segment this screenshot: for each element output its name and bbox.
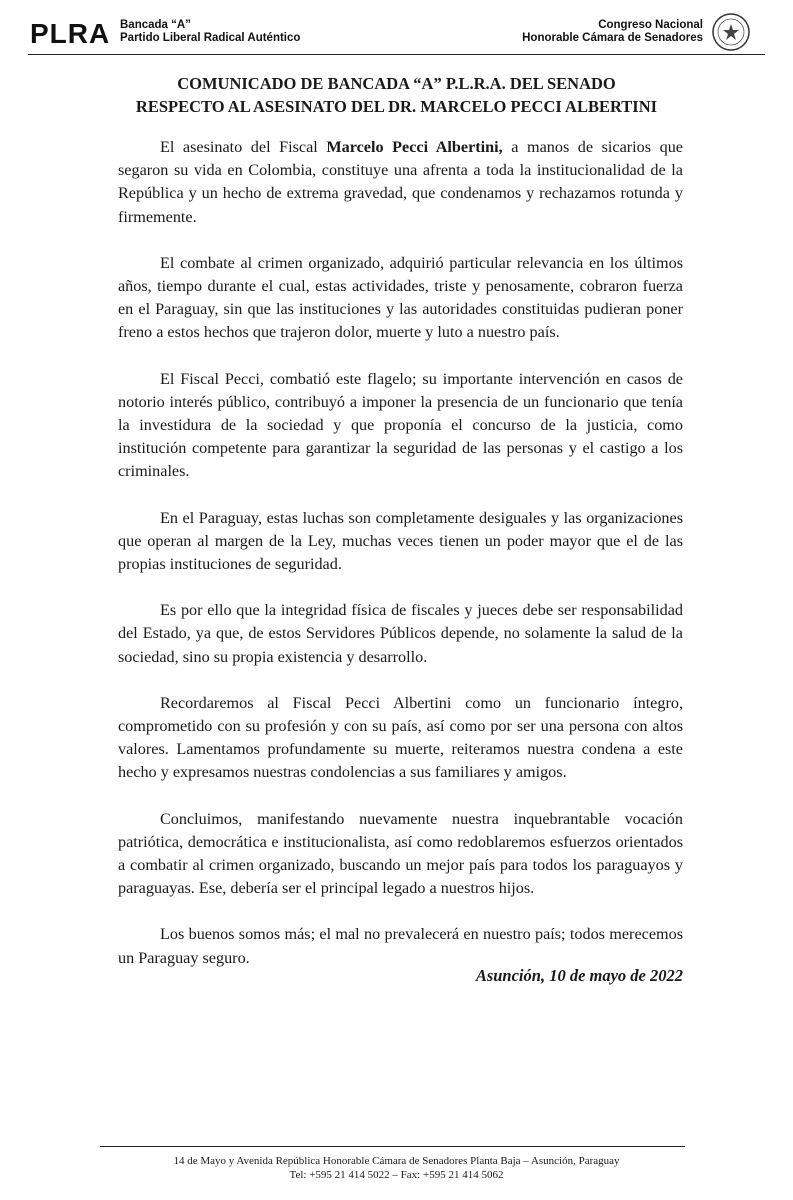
title-line-2: RESPECTO AL ASESINATO DEL DR. MARCELO PECCI ALBERTINI [135, 97, 658, 116]
footer-contact: Tel: +595 21 414 5022 – Fax: +595 21 414 5062 [289, 1169, 504, 1181]
chamber-name: Honorable Cámara de Senadores [522, 32, 703, 44]
paragraph-6: Recordaremos al Fiscal Pecci Albertini como un funcionario íntegro, comprometido con su profesión y con su país, así como por ser una persona con altos valores. Lamentamos profundamente su muerte, reiteramos nuestra condena a este hecho y expresamos nuestras condolencias a sus familiares y amigos. [118, 693, 683, 782]
party-block [120, 19, 300, 45]
letterhead [0, 0, 793, 60]
title-line-1: COMUNICADO DE BANCADA “A” P.L.R.A. DEL SENADO [177, 74, 616, 93]
document-title [0, 72, 793, 118]
paragraph-2: El combate al crimen organizado, adquirió particular relevancia en los últimos años, tiempo durante el cual, estas actividades, triste y penosamente, cobraron fuerza en el Paraguay, sin que las instituciones y las autoridades constituidas pudieran poner freno a estos hechos que trajeron dolor, muerte y luto a nuestro país. [118, 253, 683, 342]
paragraph-7: Concluimos, manifestando nuevamente nuestra inquebrantable vocación patriótica, democrática e institucionalista, así como redoblaremos esfuerzos orientados a combatir al crimen organizado, buscando un mejor país para todos los paraguayos y paraguayas. Ese, debería ser el principal legado a nuestros hijos. [118, 809, 683, 898]
paragraph-3: El Fiscal Pecci, combatió este flagelo; su importante intervención en casos de notorio interés público, contribuyó a imponer la presencia de un funcionario que tenía la investidura de la sociedad y que proponía el concurso de la justicia, como institución competente para garantizar la seguridad de las personas y el castigo a los criminales. [118, 369, 683, 481]
national-seal-icon [711, 12, 751, 52]
paragraph-1: El asesinato del Fiscal Marcelo Pecci Albertini, a manos de sicarios que segaron su vida en Colombia, constituye una afrenta a toda la institucionalidad de la República y un hecho de extrema gravedad, que condenamos y rechazamos rotunda y firmemente. [118, 138, 683, 226]
paragraph-4: En el Paraguay, estas luchas son completamente desiguales y las organizaciones que operan al margen de la Ley, muchas veces tienen un poder mayor que el de las propias instituciones de seguridad. [118, 508, 683, 574]
document-date: Asunción, 10 de mayo de 2022 [475, 966, 683, 985]
header-divider [28, 54, 765, 55]
footer-divider [100, 1146, 685, 1147]
bancada-label: Bancada “A” [120, 19, 191, 31]
institution-block [522, 19, 703, 45]
paragraph-5: Es por ello que la integridad física de fiscales y jueces debe ser responsabilidad del Estado, ya que, de estos Servidores Públicos depende, no solamente la salud de la sociedad, sino su propia existencia y desarrollo. [118, 601, 683, 666]
footer [0, 1154, 793, 1182]
plra-logo: PLRA [30, 18, 111, 49]
institution-name: Congreso Nacional [598, 19, 703, 31]
document-body [118, 136, 683, 993]
footer-address: 14 de Mayo y Avenida República Honorable Cámara de Senadores Planta Baja – Asunción, Paraguay [173, 1155, 620, 1167]
party-name: Partido Liberal Radical Auténtico [120, 32, 301, 44]
paragraph-8: Los buenos somos más; el mal no prevalecerá en nuestro país; todos merecemos un Paraguay seguro. [118, 925, 683, 967]
fiscal-name: Marcelo Pecci Albertini, [326, 138, 503, 156]
